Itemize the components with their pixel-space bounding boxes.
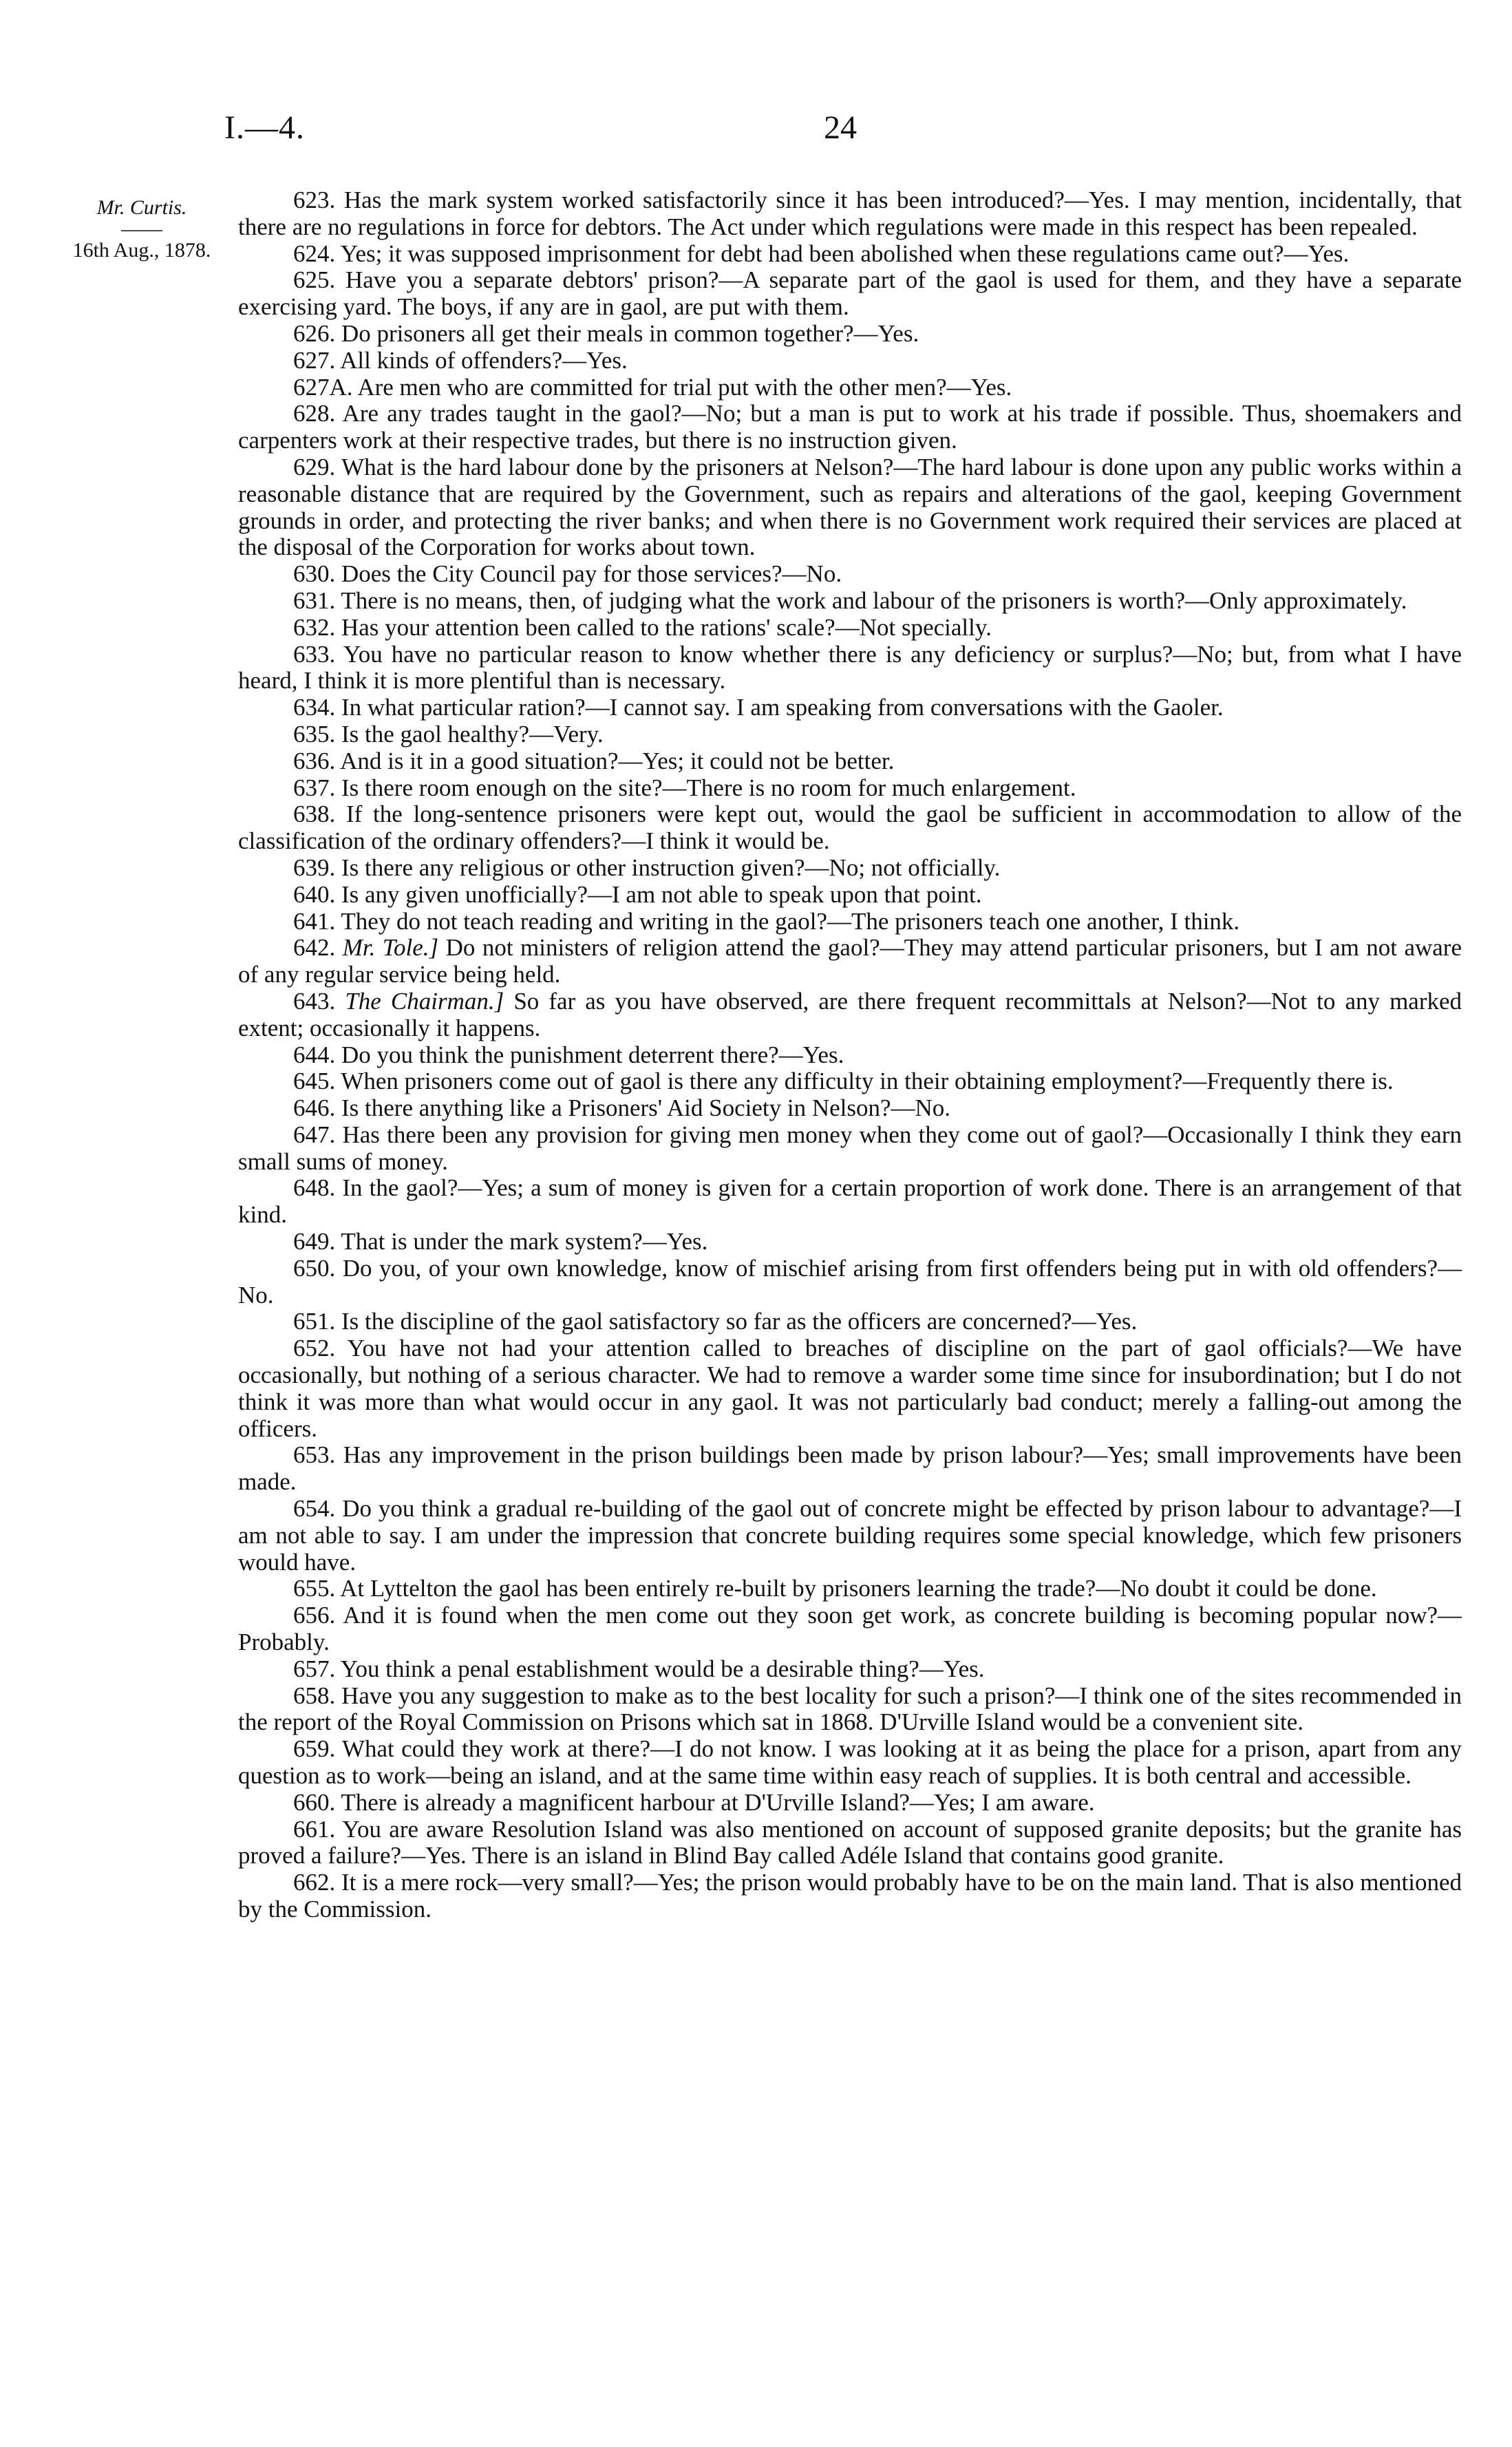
question-paragraph: 635. Is the gaol healthy?—Very. <box>293 720 604 748</box>
question-paragraph: 644. Do you think the punishment deterrent there?—Yes. <box>293 1041 844 1068</box>
question-paragraph: 625. Have you a separate debtors' prison?—A separate part of the gaol is used for them, and they have a separate exercising yard. The boys, if any are in gaol, are put with them. <box>238 266 1462 321</box>
question-paragraph: 650. Do you, of your own knowledge, know of mischief arising from first offenders being put in with old offenders?—No. <box>238 1254 1462 1309</box>
margin-speaker: Mr. Curtis. <box>96 196 187 219</box>
question-paragraph: 627A. Are men who are committed for trial put with the other men?—Yes. <box>293 373 1012 401</box>
question-paragraph: 654. Do you think a gradual re-building of the gaol out of concrete might be effected by prison labour to advantage?—I am not able to say. I am under the impression that concrete building requires some special knowledge, which few prisoners would have. <box>238 1495 1462 1576</box>
question-paragraph: 653. Has any improvement in the prison buildings been made by prison labour?—Yes; small improvements have been made. <box>238 1441 1462 1496</box>
question-paragraph: 629. What is the hard labour done by the prisoners at Nelson?—The hard labour is done upon any public works within a reasonable distance that are required by the Government, such as repairs and alterations of the gaol, keeping Government grounds in order, and protecting the river banks; and when there is no Government work required their services are placed at the disposal of the Corporation for works about town. <box>238 453 1462 561</box>
paragraph-text: So far as you have observed, are there frequent recommittals at Nelson?—Not to any marked extent; occasionally it happens. <box>238 987 1462 1041</box>
question-paragraph: 651. Is the discipline of the gaol satisfactory so far as the officers are concerned?—Yes. <box>293 1308 1138 1335</box>
question-paragraph: 631. There is no means, then, of judging what the work and labour of the prisoners is worth?—Only approximately. <box>293 586 1407 614</box>
question-paragraph: 634. In what particular ration?—I cannot say. I am speaking from conversations with the Gaoler. <box>293 694 1224 721</box>
question-paragraph: 645. When prisoners come out of gaol is there any difficulty in their obtaining employment?—Frequently there is. <box>293 1068 1394 1095</box>
question-paragraph: 632. Has your attention been called to the rations' scale?—Not specially. <box>293 613 992 641</box>
question-paragraph: 633. You have no particular reason to know whether there is any deficiency or surplus?—No; but, from what I have heard, I think it is more plentiful than is necessary. <box>238 640 1462 695</box>
question-paragraph: 624. Yes; it was supposed imprisonment for debt had been abolished when these regulations came out?—Yes. <box>293 240 1350 267</box>
question-paragraph: 628. Are any trades taught in the gaol?—No; but a man is put to work at his trade if possible. Thus, shoemakers and carpenters work at their respective trades, but there is no instruction given. <box>238 400 1462 454</box>
testimony-body <box>238 187 1462 1923</box>
question-paragraph: 627. All kinds of offenders?—Yes. <box>293 346 628 374</box>
question-paragraph: 662. It is a mere rock—very small?—Yes; the prison would probably have to be on the main land. That is also mentioned by the Commission. <box>238 1869 1462 1922</box>
paragraph-text: Do not ministers of religion attend the gaol?—They may attend particular prisoners, but I am not aware of any regular service being held. <box>238 934 1462 988</box>
margin-dash: —— <box>121 218 162 240</box>
question-paragraph: 659. What could they work at there?—I do not know. I was looking at it as being the place for a prison, apart from any question as to work—being an island, and at the same time within easy reach of supplies. It is both central and accessible. <box>238 1735 1462 1790</box>
speaker-label: Mr. Tole.] <box>342 934 439 962</box>
question-paragraph: 655. At Lyttelton the gaol has been entirely re-built by prisoners learning the trade?—No doubt it could be done. <box>293 1575 1377 1602</box>
question-paragraph: 623. Has the mark system worked satisfactorily since it has been introduced?—Yes. I may mention, incidentally, that there are no regulations in force for debtors. The Act under which regulations were made in this respect has been repealed. <box>238 187 1462 240</box>
question-paragraph <box>238 935 1462 988</box>
series-reference: I.—4. <box>224 109 305 146</box>
question-paragraph: 636. And is it in a good situation?—Yes; it could not be better. <box>293 747 895 774</box>
question-paragraph: 658. Have you any suggestion to make as to the best locality for such a prison?—I think one of the sites recommended in the report of the Royal Commission on Prisons which sat in 1868. D'Urville Island would be a convenient site. <box>238 1682 1462 1736</box>
question-paragraph: 649. That is under the mark system?—Yes. <box>293 1228 708 1256</box>
question-paragraph: 638. If the long-sentence prisoners were kept out, would the gaol be sufficient in accommodation to allow of the classification of the ordinary offenders?—I think it would be. <box>238 801 1462 855</box>
question-number: 642. <box>293 934 336 962</box>
question-paragraph: 626. Do prisoners all get their meals in common together?—Yes. <box>293 319 919 347</box>
question-paragraph: 660. There is already a magnificent harbour at D'Urville Island?—Yes; I am aware. <box>293 1788 1095 1816</box>
question-paragraph: 648. In the gaol?—Yes; a sum of money is given for a certain proportion of work done. There is an arrangement of that kind. <box>238 1174 1462 1229</box>
question-paragraph: 657. You think a penal establishment would be a desirable thing?—Yes. <box>293 1655 985 1682</box>
question-paragraph: 630. Does the City Council pay for those services?—No. <box>293 560 842 588</box>
question-paragraph: 661. You are aware Resolution Island was also mentioned on account of supposed granite deposits; but the granite has proved a failure?—Yes. There is an island in Blind Bay called Adéle Island that contains good granite. <box>238 1815 1462 1869</box>
margin-note <box>45 194 238 264</box>
page-number: 24 <box>824 109 857 146</box>
margin-date: 16th Aug., 1878. <box>72 239 211 262</box>
question-paragraph <box>238 988 1462 1042</box>
question-paragraph: 652. You have not had your attention called to breaches of discipline on the part of gaol officials?—We have occasionally, but nothing of a serious character. We had to remove a warder some time since for insubordination; but I do not think it was more than what would occur in any gaol. It was not particularly bad conduct; merely a falling-out among the officers. <box>238 1335 1462 1442</box>
question-paragraph: 646. Is there anything like a Prisoners' Aid Society in Nelson?—No. <box>293 1094 951 1122</box>
speaker-label: The Chairman.] <box>345 987 504 1015</box>
question-number: 643. <box>293 987 336 1015</box>
question-paragraph: 637. Is there room enough on the site?—There is no room for much enlargement. <box>293 774 1076 801</box>
question-paragraph: 639. Is there any religious or other instruction given?—No; not officially. <box>293 854 1001 881</box>
question-paragraph: 656. And it is found when the men come out they soon get work, as concrete building is becoming popular now?—Probably. <box>238 1602 1462 1656</box>
question-paragraph: 647. Has there been any provision for giving men money when they come out of gaol?—Occasionally I think they earn small sums of money. <box>238 1121 1462 1175</box>
question-paragraph: 641. They do not teach reading and writing in the gaol?—The prisoners teach one another, I think. <box>293 907 1240 935</box>
question-paragraph: 640. Is any given unofficially?—I am not able to speak upon that point. <box>293 880 982 908</box>
